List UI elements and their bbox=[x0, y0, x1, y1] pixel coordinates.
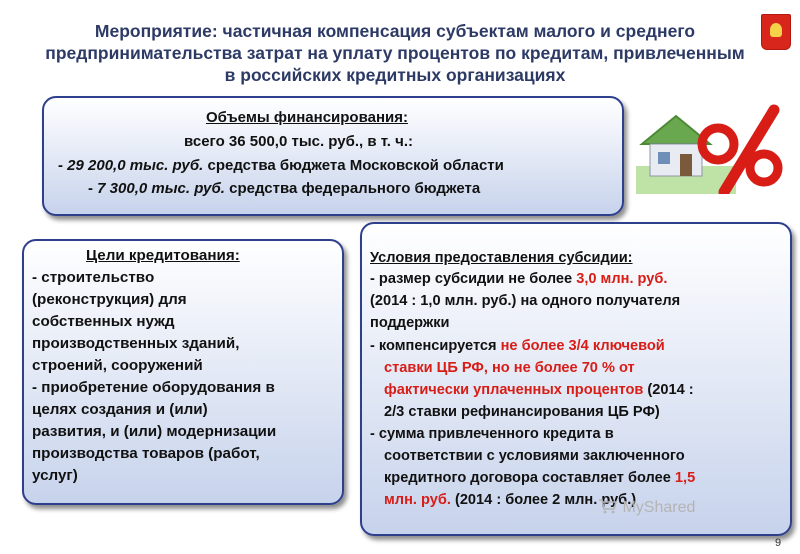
funding-item-regional-amount: 29 200,0 тыс. руб. bbox=[67, 157, 204, 174]
funding-total: всего 36 500,0 тыс. руб., в т. ч.: bbox=[184, 133, 413, 150]
loan-min-amount: 1,5 bbox=[674, 470, 696, 486]
funding-box bbox=[42, 96, 624, 216]
goals-box bbox=[22, 239, 344, 505]
cart-icon bbox=[598, 498, 618, 514]
funding-heading: Объемы финансирования: bbox=[206, 109, 408, 126]
title-line-1: Мероприятие: частичная компенсация субъектам малого и среднего bbox=[94, 21, 696, 41]
goals-line: собственных нужд bbox=[32, 313, 175, 330]
conditions-line: поддержки bbox=[370, 315, 450, 331]
conditions-line: млн. руб. (2014 : более 2 млн. руб.) bbox=[384, 492, 637, 508]
conditions-line: кредитного договора составляет более 1,5 bbox=[384, 470, 696, 486]
conditions-line: соответствии с условиями заключенного bbox=[384, 448, 685, 464]
conditions-line: 2/3 ставки рефинансирования ЦБ РФ) bbox=[384, 404, 660, 420]
goals-line: целях создания и (или) bbox=[32, 401, 208, 418]
funding-item-federal-amount: 7 300,0 тыс. руб. bbox=[97, 180, 225, 197]
house-percent-illustration bbox=[636, 104, 786, 194]
conditions-heading: Условия предоставления субсидии: bbox=[370, 250, 633, 266]
slide-title bbox=[10, 20, 780, 86]
watermark bbox=[598, 498, 695, 517]
goals-line: развития, и (или) модернизации bbox=[32, 423, 277, 440]
title-line-2: предпринимательства затрат на уплату процентов по кредитам, привлеченным bbox=[45, 43, 745, 63]
page-number: 9 bbox=[775, 537, 782, 549]
conditions-line: ставки ЦБ РФ, но не более 70 % от bbox=[384, 360, 635, 376]
funding-item-regional: - 29 200,0 тыс. руб. средства бюджета Московской области bbox=[58, 157, 504, 174]
goals-heading: Цели кредитования: bbox=[86, 247, 240, 264]
goals-line: услуг) bbox=[32, 467, 78, 484]
conditions-box bbox=[360, 222, 792, 536]
goals-line: - приобретение оборудования в bbox=[32, 379, 275, 396]
conditions-line: - сумма привлеченного кредита в bbox=[370, 426, 614, 442]
goals-line: (реконструкция) для bbox=[32, 291, 187, 308]
conditions-line: - компенсируется не более 3/4 ключевой bbox=[370, 338, 665, 354]
goals-line: производственных зданий, bbox=[32, 335, 240, 352]
funding-item-federal: - 7 300,0 тыс. руб. средства федерального бюджета bbox=[88, 180, 481, 197]
subsidy-max-amount: 3,0 млн. руб. bbox=[576, 271, 668, 287]
goals-line: производства товаров (работ, bbox=[32, 445, 260, 462]
goals-line: строений, сооружений bbox=[32, 357, 203, 374]
conditions-line: (2014 : 1,0 млн. руб.) на одного получателя bbox=[370, 293, 681, 309]
conditions-line: - размер субсидии не более 3,0 млн. руб. bbox=[370, 271, 668, 287]
goals-line: - строительство bbox=[32, 269, 155, 286]
watermark-text: MyShared bbox=[622, 499, 696, 516]
coat-of-arms-emblem bbox=[761, 14, 791, 50]
conditions-line: фактически уплаченных процентов (2014 : bbox=[384, 382, 694, 398]
title-line-3: в российских кредитных организациях bbox=[224, 65, 566, 85]
compensation-limit: не более 3/4 ключевой bbox=[500, 338, 665, 354]
